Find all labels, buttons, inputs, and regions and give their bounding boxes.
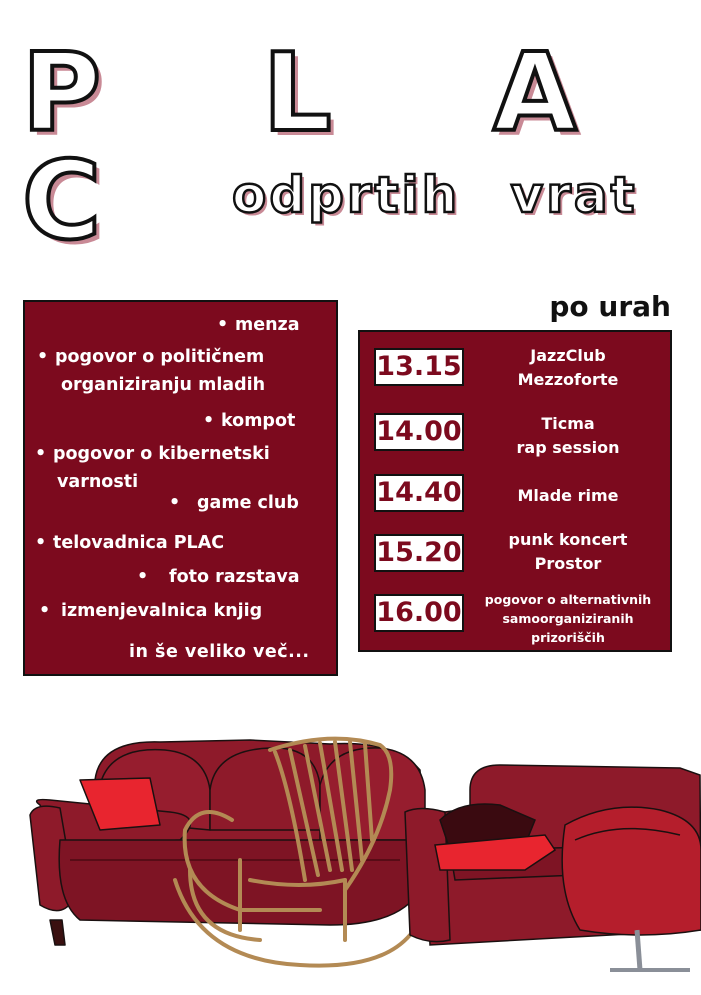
time-box: 16.00: [374, 594, 464, 632]
event-name: pogovor o alternativnih samoorganiziranih prizoriščih: [484, 592, 652, 645]
time-box: 14.40: [374, 474, 464, 512]
activity-item: • izmenjevalnica knjig: [39, 601, 263, 621]
schedule-heading: po urah: [549, 290, 671, 323]
activity-more: in še veliko več...: [129, 642, 310, 662]
poster-subtitle: odprtih vrat: [232, 166, 638, 224]
event-name: punk koncert Prostor: [508, 530, 628, 573]
egg-chair-illustration: [562, 807, 701, 970]
time-box: 15.20: [374, 534, 464, 572]
activity-item: • foto razstava: [137, 567, 300, 587]
event-name: JazzClub Mezzoforte: [517, 346, 619, 389]
activity-item: • kompot: [203, 411, 296, 431]
schedule-panel: [358, 330, 672, 652]
event-name: Ticma rap session: [516, 414, 620, 457]
activity-item: • game club: [169, 493, 299, 513]
poster-title: P L A C: [22, 31, 639, 264]
activity-item: • pogovor o političnem: [37, 347, 265, 367]
activities-panel: [23, 300, 338, 676]
furniture-illustration: [0, 730, 701, 995]
activity-item: • menza: [217, 315, 300, 335]
activity-item: • telovadnica PLAC: [35, 533, 225, 553]
time-box: 14.00: [374, 413, 464, 451]
activity-item-continued: organiziranju mladih: [61, 375, 266, 395]
event-name: Mlade rime: [517, 486, 619, 505]
activity-item-continued: varnosti: [57, 472, 139, 492]
activity-item: • pogovor o kibernetski: [35, 444, 270, 464]
time-box: 13.15: [374, 348, 464, 386]
